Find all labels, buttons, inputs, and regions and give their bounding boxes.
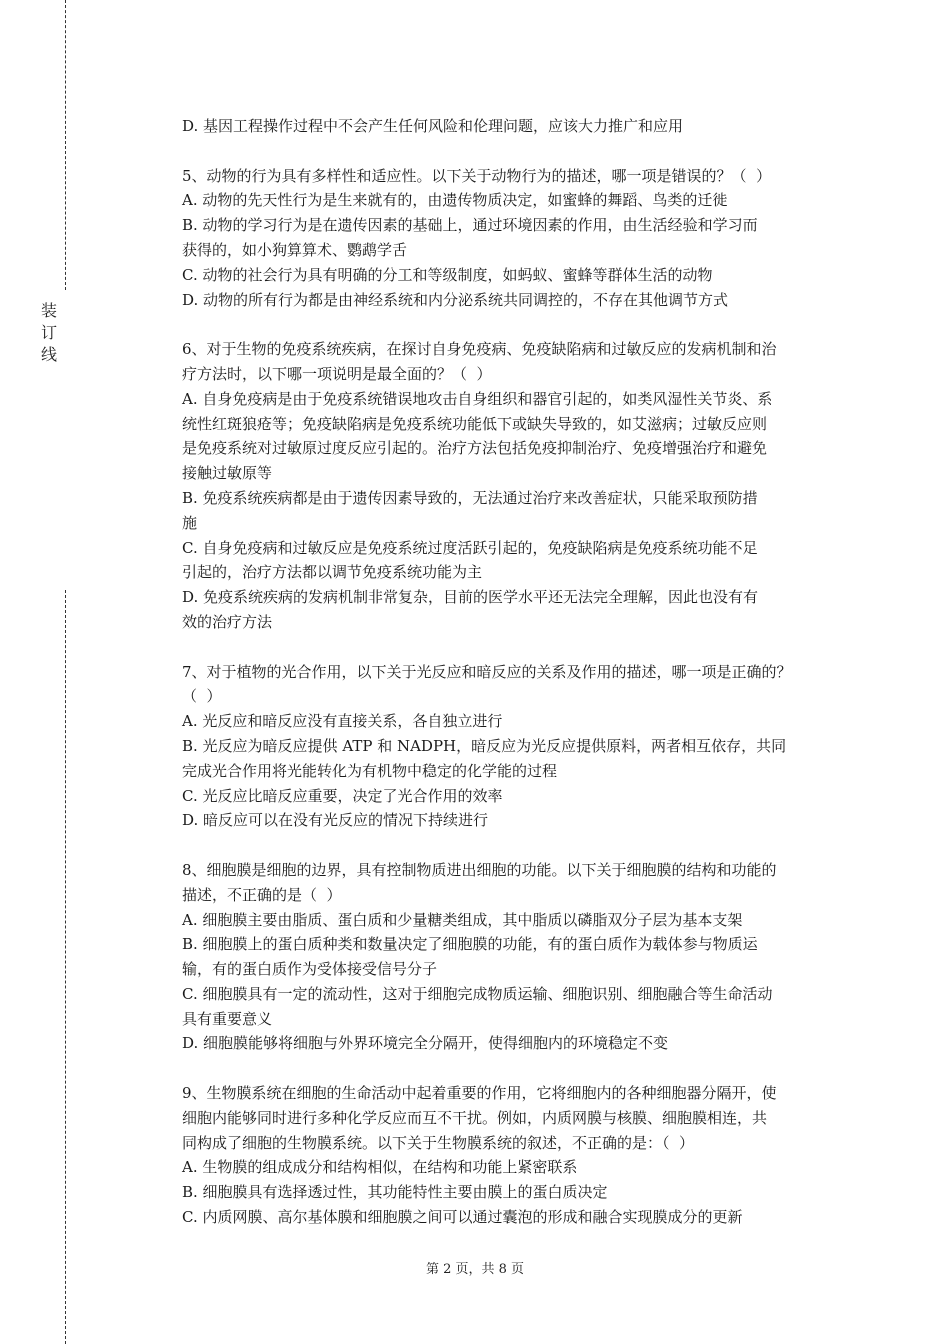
text-line: D. 细胞膜能够将细胞与外界环境完全分隔开，使得细胞内的环境稳定不变 — [182, 1034, 669, 1053]
text-line: C. 自身免疫病和过敏反应是免疫系统过度活跃引起的，免疫缺陷病是免疫系统功能不足 — [182, 538, 758, 557]
text-line: 疗方法时，以下哪一项说明是最全面的？（ ） — [182, 364, 492, 383]
text-line: 完成光合作用将光能转化为有机物中稳定的化学能的过程 — [182, 761, 558, 780]
text-line: 接触过敏原等 — [182, 464, 273, 483]
text-line: D. 暗反应可以在没有光反应的情况下持续进行 — [182, 811, 489, 830]
text-line: 获得的，如小狗算算术、鹦鹉学舌 — [182, 240, 408, 259]
text-line: 效的治疗方法 — [182, 612, 273, 631]
text-line: A. 光反应和暗反应没有直接关系，各自独立进行 — [182, 712, 503, 731]
block-spacer — [182, 312, 850, 337]
text-line: 描述，不正确的是（ ） — [182, 885, 342, 904]
text-line: 施 — [182, 513, 198, 532]
text-line: 细胞内能够同时进行多种化学反应而互不干扰。例如，内质网膜与核膜、细胞膜相连，共 — [182, 1108, 768, 1127]
text-line: A. 细胞膜主要由脂质、蛋白质和少量糖类组成，其中脂质以磷脂双分子层为基本支架 — [182, 910, 743, 929]
page-footer: 第 2 页，共 8 页 — [425, 1262, 525, 1277]
text-line: D. 免疫系统疾病的发病机制非常复杂，目前的医学水平还无法完全理解，因此也没有有 — [182, 588, 759, 607]
binding-dashed-line-top — [65, 0, 66, 290]
text-line: 具有重要意义 — [182, 1009, 273, 1028]
text-line: D. 基因工程操作过程中不会产生任何风险和伦理问题，应该大力推广和应用 — [182, 117, 684, 135]
block-spacer — [182, 1056, 850, 1081]
text-line: A. 生物膜的组成成分和结构相似，在结构和功能上紧密联系 — [182, 1158, 578, 1177]
text-line: 引起的，治疗方法都以调节免疫系统功能为主 — [182, 563, 483, 582]
question-7 — [182, 660, 850, 834]
text-line: 输，有的蛋白质作为受体接受信号分子 — [182, 960, 438, 979]
text-line: D. 动物的所有行为都是由神经系统和内分泌系统共同调控的，不存在其他调节方式 — [182, 290, 729, 309]
block-spacer — [182, 833, 850, 858]
binding-dashed-line-bottom — [65, 590, 66, 1344]
question-6 — [182, 337, 850, 635]
question-8 — [182, 858, 850, 1056]
text-line: B. 免疫系统疾病都是由于遗传因素导致的，无法通过治疗来改善症状，只能采取预防措 — [182, 488, 758, 507]
text-line: 统性红斑狼疮等；免疫缺陷病是免疫系统功能低下或缺失导致的，如艾滋病；过敏反应则 — [182, 414, 768, 433]
block-spacer — [182, 139, 850, 164]
question-4-tail — [182, 114, 850, 139]
text-line: 9、生物膜系统在细胞的生命活动中起着重要的作用，它将细胞内的各种细胞器分隔开，使 — [182, 1084, 777, 1103]
text-line: A. 动物的先天性行为是生来就有的，由遗传物质决定，如蜜蜂的舞蹈、鸟类的迁徙 — [182, 191, 728, 210]
text-line: B. 光反应为暗反应提供 ATP 和 NADPH，暗反应为光反应提供原料，两者相互依存，共同 — [182, 736, 787, 755]
text-line: B. 动物的学习行为是在遗传因素的基础上，通过环境因素的作用，由生活经验和学习而 — [182, 216, 758, 235]
block-spacer — [182, 635, 850, 660]
text-line: 7、对于植物的光合作用，以下关于光反应和暗反应的关系及作用的描述，哪一项是正确的？ — [182, 662, 792, 681]
text-line: C. 动物的社会行为具有明确的分工和等级制度，如蚂蚁、蜜蜂等群体生活的动物 — [182, 265, 713, 284]
text-line: 5、动物的行为具有多样性和适应性。以下关于动物行为的描述，哪一项是错误的？（ ） — [182, 166, 772, 185]
text-line: （ ） — [182, 687, 222, 706]
question-content — [182, 114, 850, 1230]
text-line: 6、对于生物的免疫系统疾病，在探讨自身免疫病、免疫缺陷病和过敏反应的发病机制和治 — [182, 340, 777, 359]
text-line: C. 内质网膜、高尔基体膜和细胞膜之间可以通过囊泡的形成和融合实现膜成分的更新 — [182, 1208, 743, 1227]
text-line: B. 细胞膜具有选择透过性，其功能特性主要由膜上的蛋白质决定 — [182, 1183, 608, 1202]
text-line: 8、细胞膜是细胞的边界，具有控制物质进出细胞的功能。以下关于细胞膜的结构和功能的 — [182, 860, 777, 879]
binding-label: 装订线 — [40, 301, 57, 364]
text-line: A. 自身免疫病是由于免疫系统错误地攻击自身组织和器官引起的，如类风湿性关节炎、系 — [182, 389, 773, 408]
text-line: 同构成了细胞的生物膜系统。以下关于生物膜系统的叙述，不正确的是：（ ） — [182, 1133, 695, 1152]
question-9 — [182, 1081, 850, 1230]
text-line: C. 光反应比暗反应重要，决定了光合作用的效率 — [182, 786, 503, 805]
text-line: 是免疫系统对过敏原过度反应引起的。治疗方法包括免疫抑制治疗、免疫增强治疗和避免 — [182, 439, 768, 458]
text-line: B. 细胞膜上的蛋白质种类和数量决定了细胞膜的功能，有的蛋白质作为载体参与物质运 — [182, 935, 758, 954]
text-line: C. 细胞膜具有一定的流动性，这对于细胞完成物质运输、细胞识别、细胞融合等生命活动 — [182, 984, 773, 1003]
question-5 — [182, 164, 850, 313]
